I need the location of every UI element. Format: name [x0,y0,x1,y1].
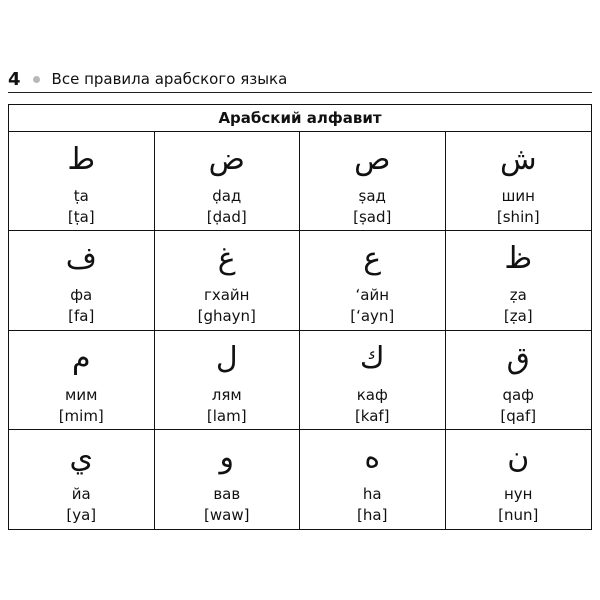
letter-transliteration: [mim] [58,406,104,425]
alphabet-grid [9,132,591,529]
letter-transliteration: [ya] [66,505,97,524]
letter-name: йа [71,484,91,503]
bullet-separator-icon [33,76,40,83]
letter-transliteration: [fa] [68,307,95,326]
letter-cell [9,430,155,529]
letter-name: ṭа [73,187,89,205]
page-header [8,66,287,92]
letter-cell [446,132,592,231]
letter-cell [300,430,446,529]
arabic-letter: ص [354,142,391,177]
letter-transliteration: [waw] [204,505,250,524]
letter-transliteration: [ghayn] [197,307,256,326]
letter-transliteration: [shin] [496,208,540,226]
letter-cell [155,331,301,430]
letter-transliteration: [lam] [206,406,247,425]
arabic-letter: ض [208,142,245,177]
letter-cell [446,231,592,330]
letter-cell [300,331,446,430]
letter-name: шин [501,187,535,205]
letter-name: qаф [502,385,535,404]
letter-transliteration: [ha] [357,505,388,524]
letter-name: лям [211,385,242,404]
letter-name: ḍад [212,187,242,205]
arabic-letter: ك [359,340,385,376]
letter-transliteration: [qaf] [500,406,537,425]
letter-transliteration: [ṭa] [67,208,95,226]
letter-cell [300,132,446,231]
arabic-letter: ع [363,241,382,277]
letter-name: ṣад [358,187,386,205]
arabic-letter: ف [65,241,97,277]
letter-name: ẓа [509,286,527,305]
arabic-letter: ن [507,439,530,475]
letter-name: ʻайн [355,286,389,305]
letter-cell [9,132,155,231]
letter-name: каф [356,385,388,404]
arabic-letter: و [219,439,234,475]
arabic-letter: م [71,340,91,376]
page-number: 4 [8,68,21,90]
arabic-letter: ش [499,142,537,177]
letter-transliteration: [kaf] [354,406,390,425]
letter-name: фа [70,286,93,305]
arabic-letter: ظ [504,241,533,277]
arabic-letter: ق [506,340,530,376]
letter-transliteration: [nun] [498,505,539,524]
letter-cell [446,331,592,430]
table-title: Арабский алфавит [9,105,591,132]
arabic-letter: ي [69,439,93,475]
letter-cell [155,231,301,330]
arabic-letter: ل [215,340,238,376]
arabic-letter: ه [364,439,381,475]
arabic-letter: غ [217,241,236,277]
letter-cell [155,132,301,231]
letter-transliteration: [ḍad] [206,208,247,226]
letter-transliteration: [ẓa] [503,307,533,326]
letter-transliteration: [ṣad] [353,208,392,226]
arabic-letter: ط [67,142,96,177]
running-title: Все правила арабского языка [51,70,288,88]
letter-transliteration: [ʻayn] [350,307,395,326]
letter-name: вав [213,484,241,503]
alphabet-table [8,104,592,530]
letter-cell [9,331,155,430]
letter-name: мим [65,385,98,404]
letter-name: гхайн [203,286,250,305]
letter-name: ha [362,484,382,503]
letter-cell [446,430,592,529]
letter-cell [300,231,446,330]
letter-cell [155,430,301,529]
letter-name: нун [504,484,533,503]
letter-cell [9,231,155,330]
header-divider [8,92,592,93]
